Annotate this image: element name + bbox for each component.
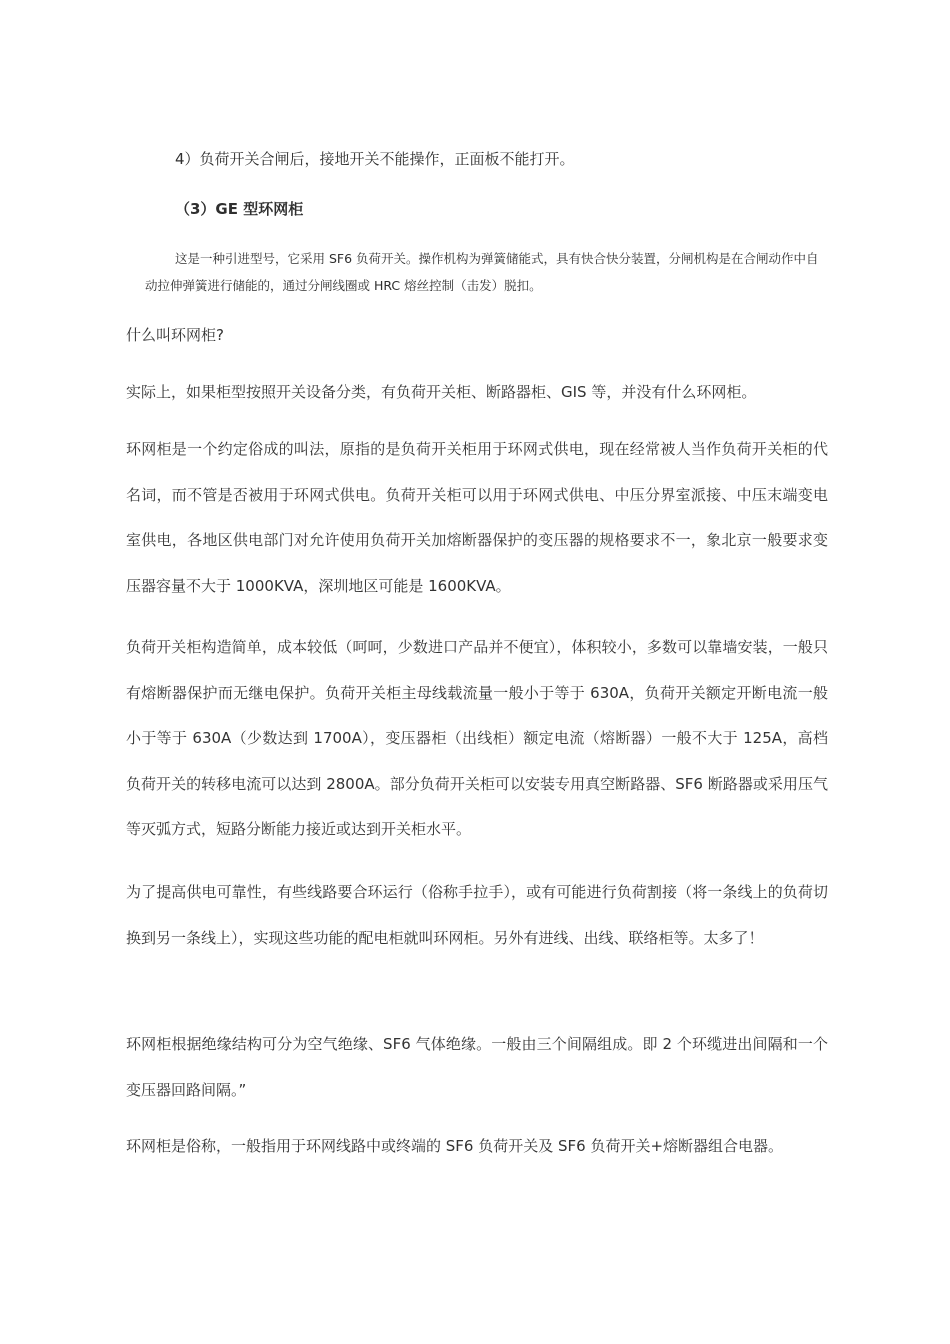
intro-text: 这是一种引进型号，它采用 SF6 负荷开关。操作机构为弹簧储能式，具有快合快分装置，分闸机构是在合闸动作中自动拉伸弹簧进行储能的，通过分闸线圈或 HRC 熔丝控制（击发）脱扣。 [145,251,819,293]
list-item-4: 4）负荷开关合闸后，接地开关不能操作，正面板不能打开。 [175,150,575,168]
paragraph-1: 实际上，如果柜型按照开关设备分类，有负荷开关柜、断路器柜、GIS 等，并没有什么环网柜。 [126,383,757,401]
intro-paragraph [145,245,825,299]
paragraph-2: 环网柜是一个约定俗成的叫法，原指的是负荷开关柜用于环网式供电，现在经常被人当作负荷开关柜的代名词，而不管是否被用于环网式供电。负荷开关柜可以用于环网式供电、中压分界室派接、中压末端变电室供电，各地区供电部门对允许使用负荷开关加熔断器保护的变压器的规格要求不一，象北京一般要求变压器容量不大于 1000KVA，深圳地区可能是 1600KVA。 [126,440,828,595]
paragraph-3: 负荷开关柜构造简单，成本较低（呵呵，少数进口产品并不便宜），体积较小，多数可以靠墙安装，一般只有熔断器保护而无继电保护。负荷开关柜主母线载流量一般小于等于 630A，负荷开关额定开断电流一般小于等于 630A（少数达到 1700A），变压器柜（出线柜）额定电流（熔断器）一般不大于 125A，高档负荷开关的转移电流可以达到 2800A。部分负荷开关柜可以安装专用真空断路器、SF6 断路器或采用压气等灭弧方式，短路分断能力接近或达到开关柜水平。 [126,638,828,838]
question-heading: 什么叫环网柜? [126,326,224,344]
paragraph-4: 为了提高供电可靠性，有些线路要合环运行（俗称手拉手），或有可能进行负荷割接（将一条线上的负荷切换到另一条线上），实现这些功能的配电柜就叫环网柜。另外有进线、出线、联络柜等。太多了！ [126,883,828,947]
paragraph-6: 环网柜是俗称，一般指用于环网线路中或终端的 SF6 负荷开关及 SF6 负荷开关+熔断器组合电器。 [126,1137,784,1155]
paragraph-5: 环网柜根据绝缘结构可分为空气绝缘、SF6 气体绝缘。一般由三个间隔组成。即 2 个环缆进出间隔和一个变压器回路间隔。” [126,1035,828,1099]
section-heading: （3）GE 型环网柜 [175,200,304,218]
